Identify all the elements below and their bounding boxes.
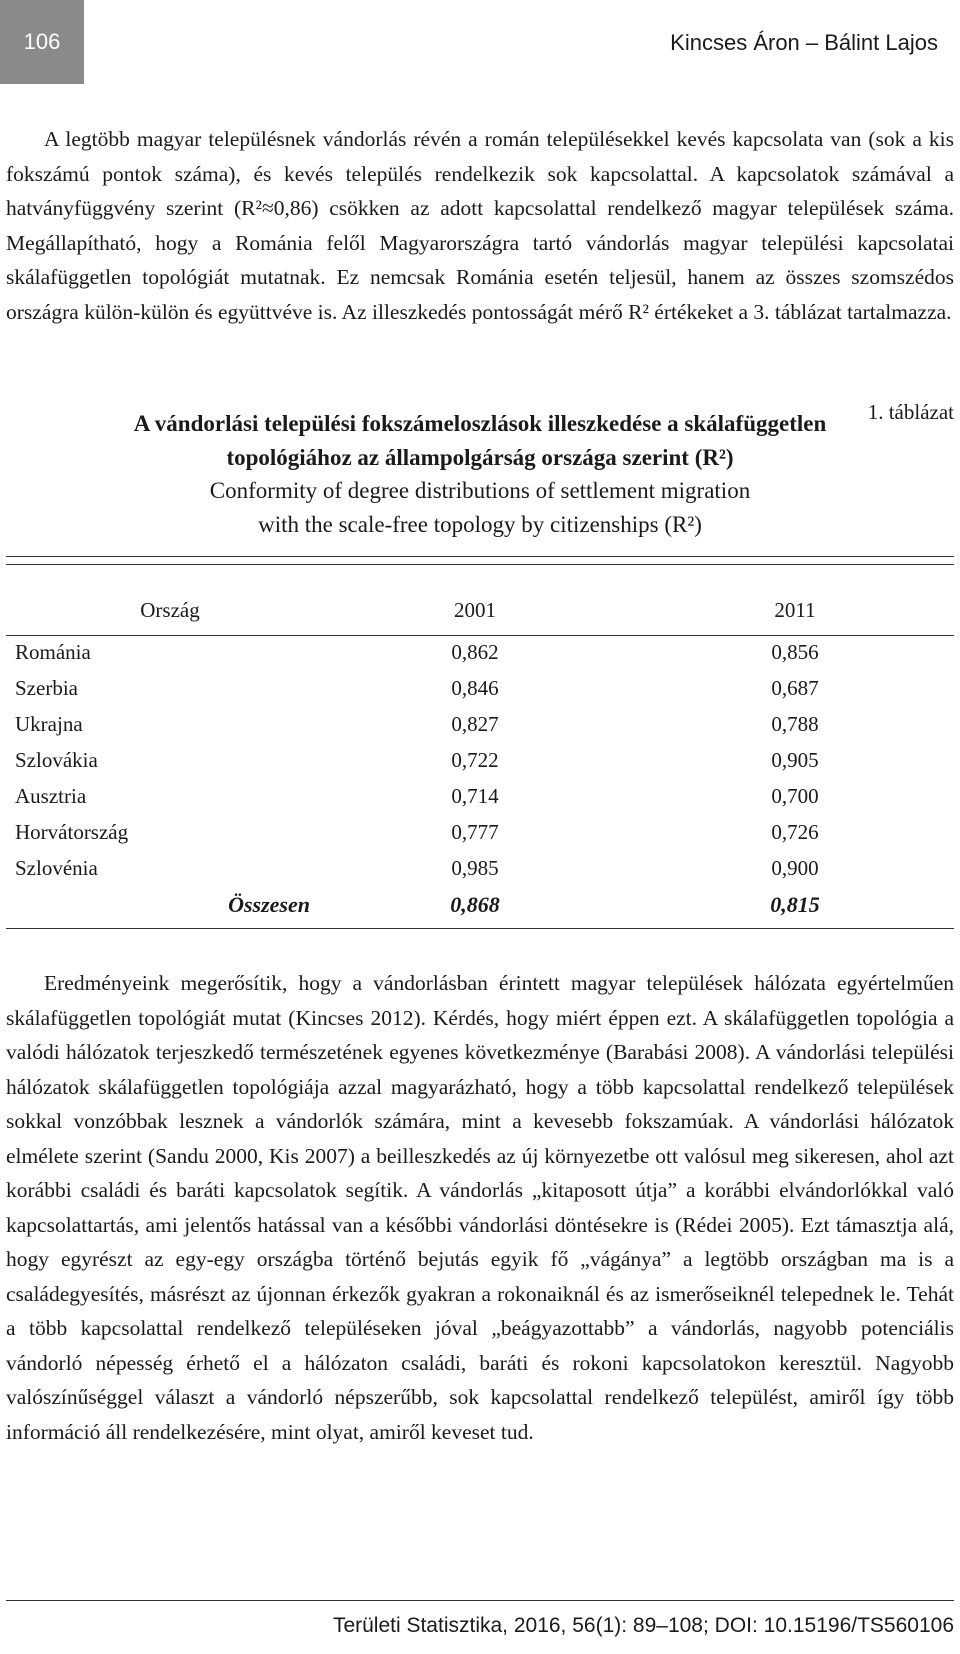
row-2011: 0,726 (771, 820, 819, 844)
table-title-en-line2: with the scale-free topology by citizenships (R²) (258, 512, 702, 537)
col-header-country: Ország (140, 598, 200, 622)
row-2001: 0,846 (451, 676, 499, 700)
page-number: 106 (0, 0, 84, 84)
total-label: Összesen (228, 892, 310, 917)
row-2001: 0,985 (451, 856, 499, 880)
table-title-hu-line2: topológiához az állampolgárság országa szerint (R²) (226, 445, 734, 470)
row-2001: 0,722 (451, 748, 499, 772)
row-2001: 0,827 (451, 712, 499, 736)
body-paragraph: Eredményeink megerősítik, hogy a vándorlásban érintett magyar települések hálózata egyértelműen skálafüggetlen topológiát mutat (Kincses 2012). Kérdés, hogy miért éppen ezt. A skálafüggetlen topológia a valódi hálózatok terjeszkedő természetének egyenes következménye (Barabási 2008). A vándorlási települési hálózatok skálafüggetlen topológiája azzal magyarázható, hogy a több kapcsolattal rendelkező települések sokkal vonzóbbak lesznek a vándorlók számára, mint a kevesebb fokszamúak. A vándorlási hálózatok elmélete szerint (Sandu 2000, Kis 2007) a beilleszkedés az új környezetbe ott valósul meg sikeresen, ahol azt korábbi családi és baráti kapcsolatok segítik. A vándorlás „kitaposott útja” a korábbi elvándorlókkal való kapcsolattartás, ami jelentős hatással van a későbbi vándorlási döntésekre is (Rédei 2005). Ezt támasztja alá, hogy egyrészt az egy-egy országba történő bejutás egyik fő „vágánya” a legtöbb országban ma is a családegyesítés, másrészt az újonnan érkezők gyakran a rokonaiknál és az ismerőseiknél telepednek le. Tehát a több kapcsolattal rendelkező településeken jóval „beágyazottabb” a vándorlás, nagyobb potenciális vándorló népesség érhető el a hálózaton családi, baráti és rokoni kapcsolatokon keresztül. Nagyobb valószínűséggel választ a vándorló népszerűbb, sok kapcsolattal rendelkező települést, amiről így több információ áll rendelkezésére, mint olyat, amiről keveset tud. (6, 971, 954, 1444)
row-country: Szerbia (15, 676, 78, 700)
table-top-rule (6, 556, 954, 557)
table-title-en-line1: Conformity of degree distributions of settlement migration (209, 478, 751, 503)
row-2011: 0,900 (771, 856, 819, 880)
table-label: 1. táblázat (867, 400, 954, 424)
footer-rule (6, 1600, 954, 1601)
table-header-rule (6, 635, 954, 636)
table-top-rule-inner (6, 564, 954, 565)
row-2001: 0,714 (451, 784, 499, 808)
table-title-hu-line1: A vándorlási települési fokszámeloszlások illeszkedése a skálafüggetlen (133, 411, 827, 436)
row-country: Szlovénia (15, 856, 98, 880)
row-2001: 0,777 (451, 820, 499, 844)
row-2011: 0,687 (771, 676, 819, 700)
intro-paragraph: A legtöbb magyar településnek vándorlás révén a román településekkel kevés kapcsolata van (sok a kis fokszámú pontok száma), és kevés település rendelkezik sok kapcsolattal. A kapcsolatok számával a hatványfüggvény szerint (R²≈0,86) csökken az adott kapcsolattal rendelkező magyar települések száma. Megállapítható, hogy a Románia felől Magyarországra tartó vándorlás magyar települési kapcsolatai skálafüggetlen topológiát mutatnak. Ez nemcsak Románia esetén teljesül, hanem az összes szomszédos országra külön-külön és együttvéve is. Az illeszkedés pontosságát mérő R² értékeket a 3. táblázat tartalmazza. (6, 127, 954, 324)
table-bottom-rule (6, 928, 954, 929)
col-header-2011: 2011 (774, 598, 816, 622)
footer-citation (0, 1614, 960, 1638)
row-country: Ukrajna (15, 712, 83, 736)
footer-text: Területi Statisztika, 2016, 56(1): 89–108; DOI: 10.15196/TS560106 (332, 1614, 954, 1637)
row-2011: 0,788 (771, 712, 819, 736)
total-2001: 0,868 (450, 892, 500, 917)
running-header-authors: Kincses Áron – Bálint Lajos (670, 30, 938, 55)
col-header-2001: 2001 (454, 598, 496, 622)
row-country: Szlovákia (15, 748, 98, 772)
row-2011: 0,700 (771, 784, 819, 808)
row-2011: 0,856 (771, 640, 819, 664)
row-country: Ausztria (15, 784, 87, 808)
total-2011: 0,815 (770, 892, 820, 917)
row-country: Románia (15, 640, 91, 664)
row-country: Horvátország (15, 820, 129, 844)
row-2011: 0,905 (771, 748, 819, 772)
row-2001: 0,862 (451, 640, 499, 664)
